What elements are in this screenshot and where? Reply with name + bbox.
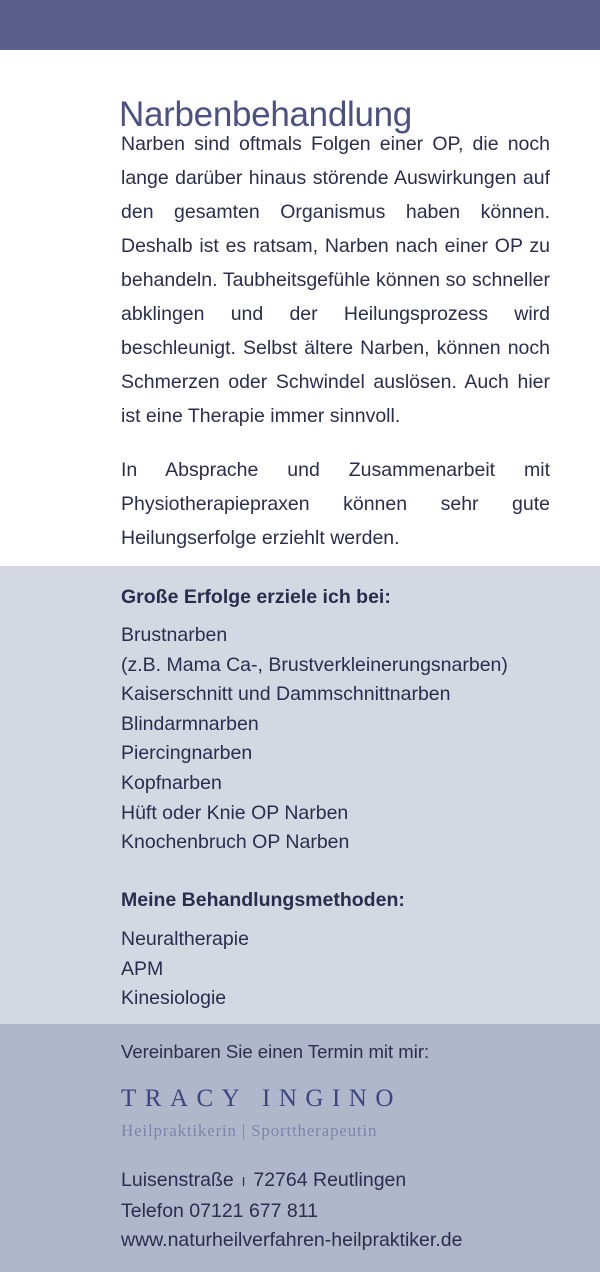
contact-section bbox=[0, 1024, 600, 1272]
list-item: Neuraltherapie bbox=[121, 928, 249, 950]
methods-heading: Meine Behandlungsmethoden: bbox=[121, 889, 405, 911]
list-item: Piercingnarben bbox=[121, 742, 253, 765]
list-item: Hüft oder Knie OP Narben bbox=[121, 801, 349, 824]
street-line bbox=[121, 1166, 462, 1197]
intro-paragraph-2: In Absprache und Zusammenarbeit mit Physiotherapiepraxen können sehr gute Heilungserfolge erziehlt werden. bbox=[121, 459, 550, 549]
appointment-cta: Vereinbaren Sie einen Termin mit mir: bbox=[121, 1041, 430, 1062]
top-color-bar bbox=[0, 0, 600, 50]
methods-list bbox=[121, 925, 249, 1014]
page-title: Narbenbehandlung bbox=[119, 95, 412, 135]
list-item: (z.B. Mama Ca-, Brustverkleinerungsnarben) bbox=[121, 653, 508, 676]
phone[interactable]: Telefon 07121 677 811 bbox=[121, 1199, 318, 1222]
street: Luisenstraße bbox=[121, 1169, 234, 1191]
list-item: Kinesiologie bbox=[121, 987, 227, 1010]
list-item: Kopfnarben bbox=[121, 771, 222, 794]
address-block bbox=[121, 1166, 462, 1256]
brand-subtitle: Heilpraktikerin | Sporttherapeutin bbox=[121, 1121, 378, 1140]
list-item: Knochenbruch OP Narben bbox=[121, 831, 350, 854]
lists-section bbox=[0, 566, 600, 1024]
list-item: Kaiserschnitt und Dammschnittnarben bbox=[121, 683, 451, 706]
successes-list bbox=[121, 621, 508, 858]
list-item: Brustnarben bbox=[121, 624, 228, 646]
list-item: Blindarmnarben bbox=[121, 712, 259, 735]
brand-name: TRACY INGINO bbox=[121, 1085, 402, 1112]
website-link[interactable]: www.naturheilverfahren-heilpraktiker.de bbox=[121, 1229, 463, 1251]
intro-paragraph-1: Narben sind oftmals Folgen einer OP, die noch lange darüber hinaus störende Auswirkungen auf den gesamten Organismus haben können. Deshalb ist es ratsam, Narben nach einer OP zu behandeln. Taubheitsgefühle können so schneller abklingen und der Heilungsprozess wird beschleunigt. Selbst ältere Narben, können noch Schmerzen oder Schwindel auslösen. Auch hier ist eine Therapie immer sinnvoll. bbox=[121, 133, 550, 427]
city: 72764 Reutlingen bbox=[253, 1169, 407, 1191]
list-item: APM bbox=[121, 957, 164, 980]
intro-section bbox=[0, 50, 600, 566]
successes-heading: Große Erfolge erziele ich bei: bbox=[121, 586, 391, 608]
address-separator: I bbox=[241, 1174, 246, 1189]
